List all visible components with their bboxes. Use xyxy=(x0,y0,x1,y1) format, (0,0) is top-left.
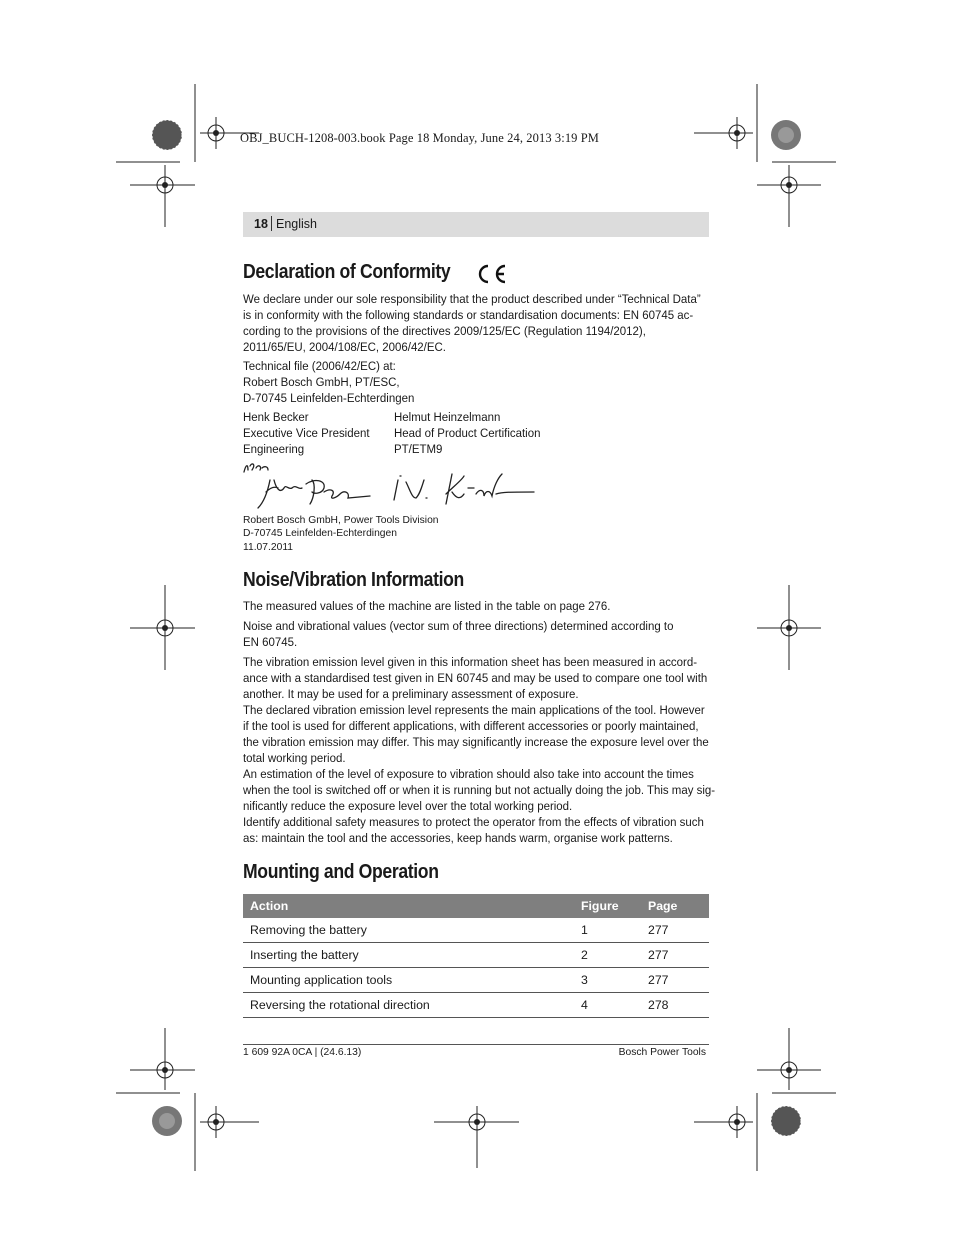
footer-doc-number: 1 609 92A 0CA | (24.6.13) xyxy=(243,1047,362,1058)
cell-action: Mounting application tools xyxy=(243,968,574,993)
declaration-title: Declaration of Conformity xyxy=(243,261,451,283)
column-header-page: Page xyxy=(641,894,709,918)
text-line: nificantly reduce the exposure level over the total working period. xyxy=(243,799,573,813)
cell-action: Removing the battery xyxy=(243,918,574,943)
text-line: D-70745 Leinfelden-Echterdingen xyxy=(243,528,397,540)
signatory-title: Executive Vice President xyxy=(243,426,370,440)
text-line: The measured values of the machine are listed in the table on page 276. xyxy=(243,599,611,613)
signatory-dept: Engineering xyxy=(243,442,305,456)
page-header-bar xyxy=(243,212,709,237)
text-line: Robert Bosch GmbH, Power Tools Division xyxy=(243,515,439,526)
text-line: is in conformity with the following standards or standardisation documents: EN 60745 ac- xyxy=(243,308,694,322)
table-row xyxy=(243,918,709,943)
signatory-dept: PT/ETM9 xyxy=(394,442,443,456)
text-line: another. It may be used for a preliminary assessment of exposure. xyxy=(243,687,579,701)
cell-page: 277 xyxy=(641,943,709,968)
text-line: The declared vibration emission level represents the main applications of the tool. However xyxy=(243,703,705,717)
mounting-title: Mounting and Operation xyxy=(243,861,439,883)
column-header-action: Action xyxy=(243,894,574,918)
text-line: cording to the provisions of the directives 2009/125/EC (Regulation 1194/2012), xyxy=(243,324,646,338)
text-line: An estimation of the level of exposure to vibration should also take into account the times xyxy=(243,767,694,781)
signatory-title: Head of Product Certification xyxy=(394,426,541,440)
signatory-left xyxy=(243,409,393,457)
cell-page: 277 xyxy=(641,968,709,993)
cell-figure: 1 xyxy=(574,918,641,943)
table-row xyxy=(243,968,709,993)
cell-page: 277 xyxy=(641,918,709,943)
noise-body xyxy=(243,654,716,846)
text-line: EN 60745. xyxy=(243,635,298,649)
company-info xyxy=(243,514,439,554)
table-row xyxy=(243,993,709,1018)
text-line: Identify additional safety measures to protect the operator from the effects of vibration such xyxy=(243,815,704,829)
text-line: ance with a standardised test given in EN 60745 and may be used to compare one tool with xyxy=(243,671,708,685)
print-info: OBJ_BUCH-1208-003.book Page 18 Monday, June 24, 2013 3:19 PM xyxy=(240,131,600,145)
text-line: if the tool is used for different applications, with different accessories or poorly maintained, xyxy=(243,719,699,733)
technical-file xyxy=(243,358,685,406)
cell-figure: 4 xyxy=(574,993,641,1018)
ce-mark-icon xyxy=(476,263,508,285)
column-header-figure: Figure xyxy=(574,894,641,918)
text-line: Robert Bosch GmbH, PT/ESC, xyxy=(243,375,400,389)
cell-page: 278 xyxy=(641,993,709,1018)
text-line: when the tool is switched off or when it is running but not actually doing the job. This may sig- xyxy=(243,783,716,797)
signatory-right xyxy=(394,409,582,457)
header-divider xyxy=(271,216,272,231)
text-line: 11.07.2011 xyxy=(243,541,294,553)
page-number: 18 xyxy=(254,217,268,231)
noise-title: Noise/Vibration Information xyxy=(243,569,464,591)
cell-action: Reversing the rotational direction xyxy=(243,993,574,1018)
cell-action: Inserting the battery xyxy=(243,943,574,968)
footer-brand: Bosch Power Tools xyxy=(618,1047,706,1058)
text-line: the vibration emission may differ. This may significantly increase the exposure level over the xyxy=(243,735,709,749)
text-line: We declare under our sole responsibility that the product described under “Technical Data” xyxy=(243,292,701,306)
header-language: English xyxy=(276,217,317,231)
declaration-body xyxy=(243,291,701,355)
noise-intro xyxy=(243,598,685,614)
signatory-name: Henk Becker xyxy=(243,410,309,424)
signatory-name: Helmut Heinzelmann xyxy=(394,410,501,424)
table-row xyxy=(243,943,709,968)
text-line: D-70745 Leinfelden-Echterdingen xyxy=(243,391,415,405)
noise-standard xyxy=(243,618,685,650)
cell-figure: 2 xyxy=(574,943,641,968)
text-line: 2011/65/EU, 2004/108/EC, 2006/42/EC. xyxy=(243,340,446,354)
handwritten-signatures xyxy=(240,458,540,514)
footer-rule xyxy=(243,1044,709,1045)
text-line: The vibration emission level given in this information sheet has been measured in accord- xyxy=(243,655,698,669)
text-line: Technical file (2006/42/EC) at: xyxy=(243,359,396,373)
table-header-row xyxy=(243,894,709,918)
mounting-table xyxy=(243,894,709,1018)
text-line: total working period. xyxy=(243,751,346,765)
text-line: as: maintain the tool and the accessories, keep hands warm, organise work patterns. xyxy=(243,831,673,845)
text-line: Noise and vibrational values (vector sum of three directions) determined according to xyxy=(243,619,674,633)
cell-figure: 3 xyxy=(574,968,641,993)
